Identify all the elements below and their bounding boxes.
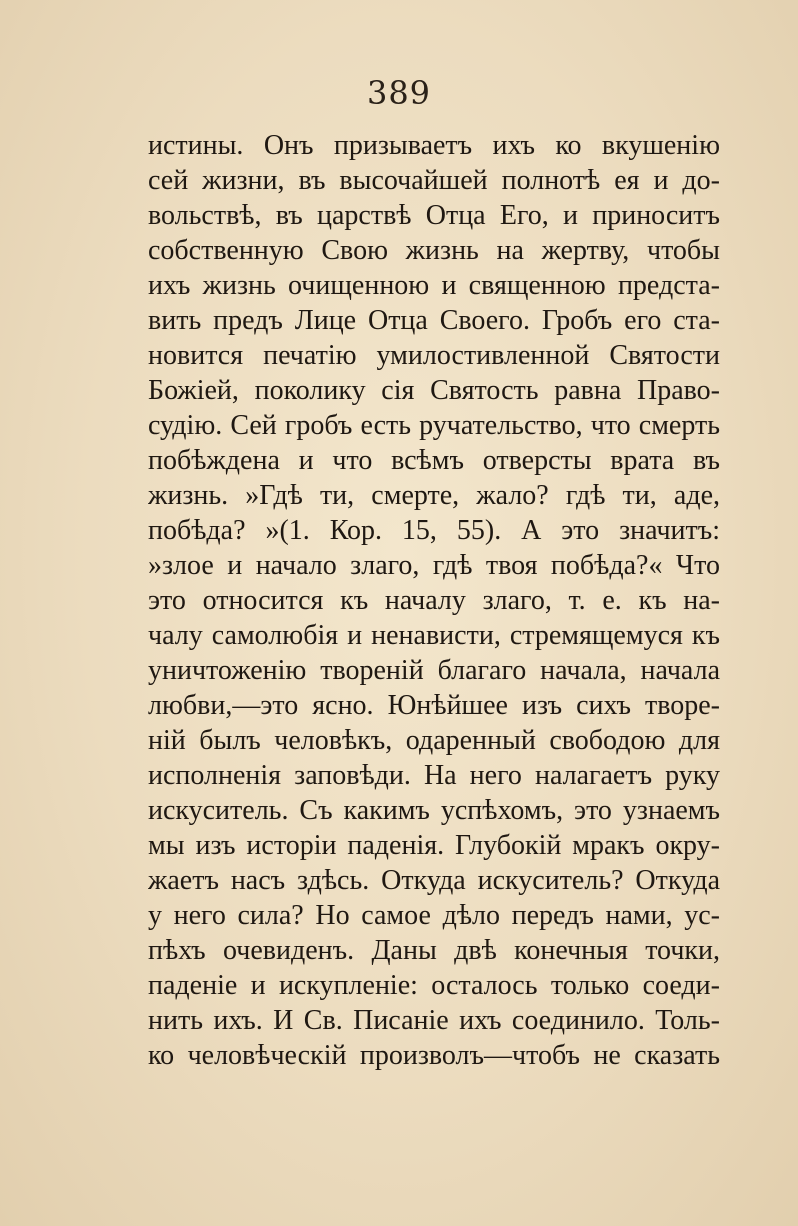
- text-line: сей жизни, въ высочайшей полнотѣ ея и до-: [148, 165, 720, 196]
- text-line: любви,—это ясно. Юнѣйшее изъ сихъ творе-: [148, 690, 720, 721]
- text-line: ко человѣческій произволъ—чтобъ не сказать: [148, 1040, 720, 1071]
- text-line: побѣда? »(1. Кор. 15, 55). А это значитъ:: [148, 515, 720, 546]
- text-line: »злое и начало злаго, гдѣ твоя побѣда?« Что: [148, 550, 720, 581]
- text-line: истины. Онъ призываетъ ихъ ко вкушенію: [148, 130, 720, 161]
- page-number: 389: [366, 74, 432, 112]
- text-line: побѣждена и что всѣмъ отверсты врата въ: [148, 445, 720, 476]
- text-line: искуситель. Съ какимъ успѣхомъ, это узнаемъ: [148, 795, 720, 826]
- text-line: Божіей, поколику сія Святость равна Право-: [148, 375, 720, 406]
- text-line: вить предъ Лице Отца Своего. Гробъ его ста-: [148, 305, 720, 336]
- text-line: чалу самолюбія и ненависти, стремящемуся къ: [148, 620, 720, 651]
- text-line: паденіе и искупленіе: осталось только соеди-: [148, 970, 720, 1001]
- text-line: исполненія заповѣди. На него налагаетъ руку: [148, 760, 720, 791]
- text-line: ихъ жизнь очищенною и священною предста-: [148, 270, 720, 301]
- text-line: мы изъ исторіи паденія. Глубокій мракъ окру-: [148, 830, 720, 861]
- text-line: уничтоженію твореній благаго начала, начала: [148, 655, 720, 686]
- text-line: у него сила? Но самое дѣло передъ нами, ус-: [148, 900, 720, 931]
- text-line: жизнь. »Гдѣ ти, смерте, жало? гдѣ ти, аде,: [148, 480, 720, 511]
- text-line: это относится къ началу злаго, т. е. къ на-: [148, 585, 720, 616]
- text-line: ній былъ человѣкъ, одаренный свободою для: [148, 725, 720, 756]
- text-line: собственную Свою жизнь на жертву, чтобы: [148, 235, 720, 266]
- text-line: жаетъ насъ здѣсь. Откуда искуситель? Откуда: [148, 865, 720, 896]
- text-line: судію. Сей гробъ есть ручательство, что смерть: [148, 410, 720, 441]
- text-line: вольствѣ, въ царствѣ Отца Его, и приноситъ: [148, 200, 720, 231]
- text-line: пѣхъ очевиденъ. Даны двѣ конечныя точки,: [148, 935, 720, 966]
- text-line: новится печатію умилостивленной Святости: [148, 340, 720, 371]
- text-block: [148, 128, 720, 1073]
- text-line: нить ихъ. И Св. Писаніе ихъ соединило. Толь-: [148, 1005, 720, 1036]
